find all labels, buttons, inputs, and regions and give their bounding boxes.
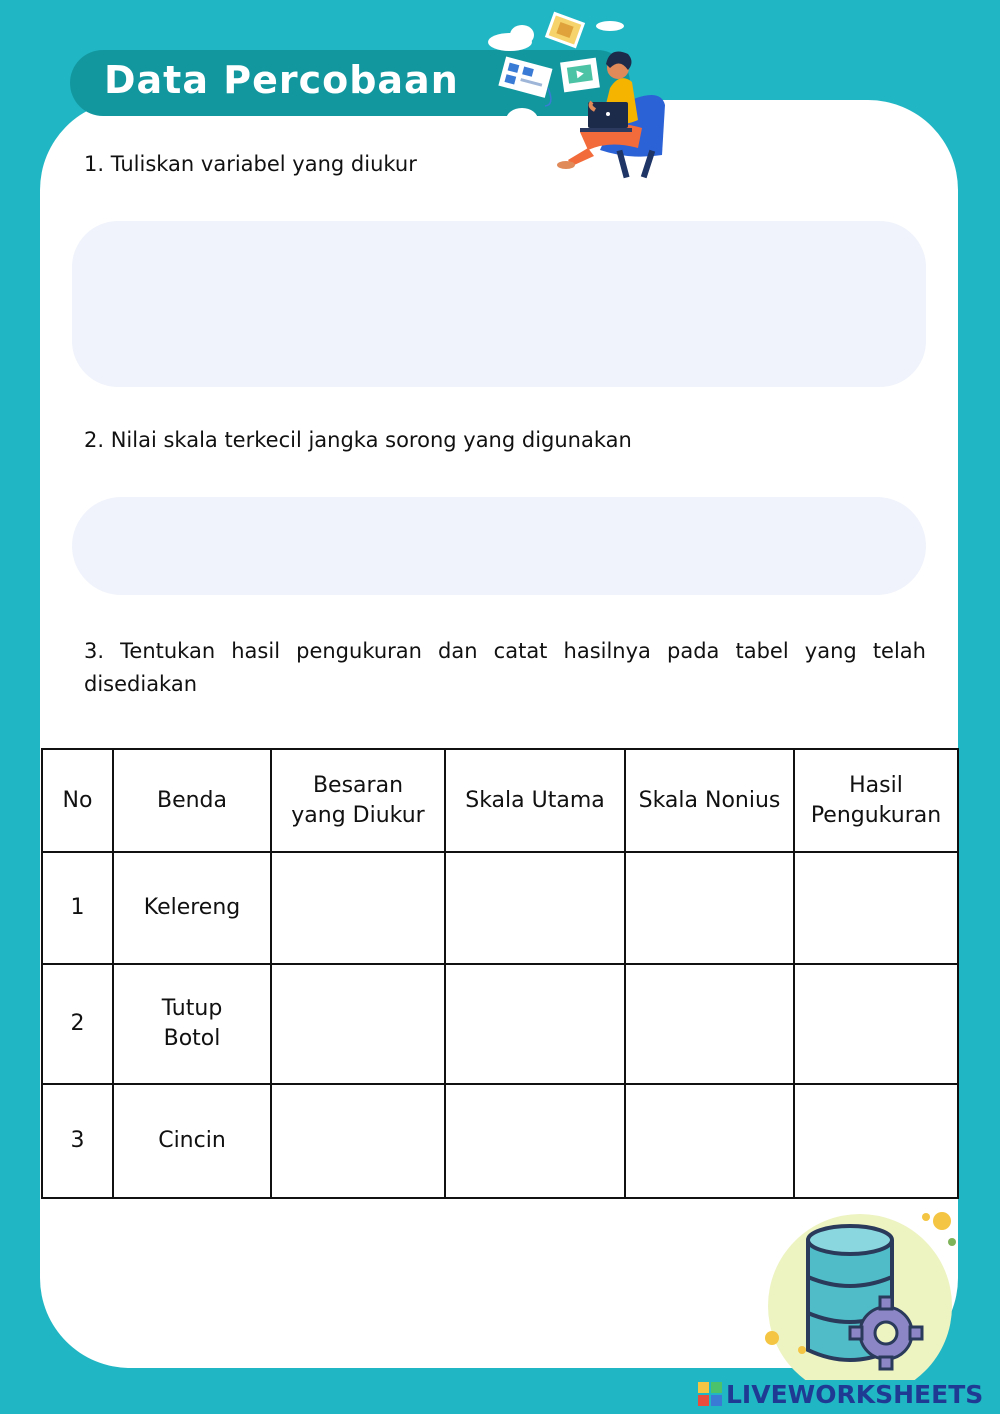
answer-box-1[interactable] bbox=[72, 221, 926, 387]
row-no: 2 bbox=[42, 964, 113, 1084]
cell-besaran-input[interactable] bbox=[271, 852, 445, 964]
cell-besaran-input[interactable] bbox=[271, 1084, 445, 1198]
row-no: 3 bbox=[42, 1084, 113, 1198]
row-no: 1 bbox=[42, 852, 113, 964]
header-hasil-line1: Hasil bbox=[849, 772, 903, 798]
header-benda: Benda bbox=[113, 749, 271, 852]
header-hasil bbox=[794, 749, 958, 852]
cell-skala-utama-input[interactable] bbox=[445, 852, 625, 964]
header-skala-nonius: Skala Nonius bbox=[625, 749, 794, 852]
row-benda-line1: Tutup bbox=[161, 996, 223, 1021]
header-skala-utama: Skala Utama bbox=[445, 749, 625, 852]
table-row bbox=[42, 964, 958, 1084]
brand-name: LIVEWORKSHEETS bbox=[726, 1379, 984, 1409]
measurement-table bbox=[41, 748, 959, 1199]
question-1: 1. Tuliskan variabel yang diukur bbox=[84, 152, 417, 176]
table-row bbox=[42, 852, 958, 964]
header-hasil-line2: Pengukuran bbox=[810, 802, 942, 828]
row-benda-line2: Botol bbox=[163, 1026, 221, 1051]
table-row bbox=[42, 1084, 958, 1198]
cell-skala-utama-input[interactable] bbox=[445, 1084, 625, 1198]
cell-skala-utama-input[interactable] bbox=[445, 964, 625, 1084]
page-title: Data Percobaan bbox=[104, 58, 459, 102]
question-3: 3. Tentukan hasil pengukuran dan catat hasilnya pada tabel yang telah disediakan bbox=[84, 639, 926, 696]
header-besaran-line2: yang Diukur bbox=[291, 802, 425, 828]
header-besaran bbox=[271, 749, 445, 852]
cell-hasil-input[interactable] bbox=[794, 852, 958, 964]
table-header-row bbox=[42, 749, 958, 852]
cell-hasil-input[interactable] bbox=[794, 964, 958, 1084]
cell-skala-nonius-input[interactable] bbox=[625, 852, 794, 964]
header-besaran-line1: Besaran bbox=[312, 772, 404, 798]
cell-hasil-input[interactable] bbox=[794, 1084, 958, 1198]
cell-skala-nonius-input[interactable] bbox=[625, 1084, 794, 1198]
liveworksheets-logo-icon bbox=[698, 1382, 722, 1406]
row-benda: Kelereng bbox=[113, 852, 271, 964]
header-no: No bbox=[42, 749, 113, 852]
liveworksheets-logo[interactable] bbox=[698, 1378, 983, 1410]
answer-box-2[interactable] bbox=[72, 497, 926, 595]
cell-skala-nonius-input[interactable] bbox=[625, 964, 794, 1084]
row-benda: Cincin bbox=[113, 1084, 271, 1198]
question-2: 2. Nilai skala terkecil jangka sorong yang digunakan bbox=[84, 428, 632, 452]
database-gear-icon bbox=[756, 1205, 966, 1380]
cell-besaran-input[interactable] bbox=[271, 964, 445, 1084]
row-benda bbox=[113, 964, 271, 1084]
person-with-laptop-illustration bbox=[470, 10, 680, 185]
